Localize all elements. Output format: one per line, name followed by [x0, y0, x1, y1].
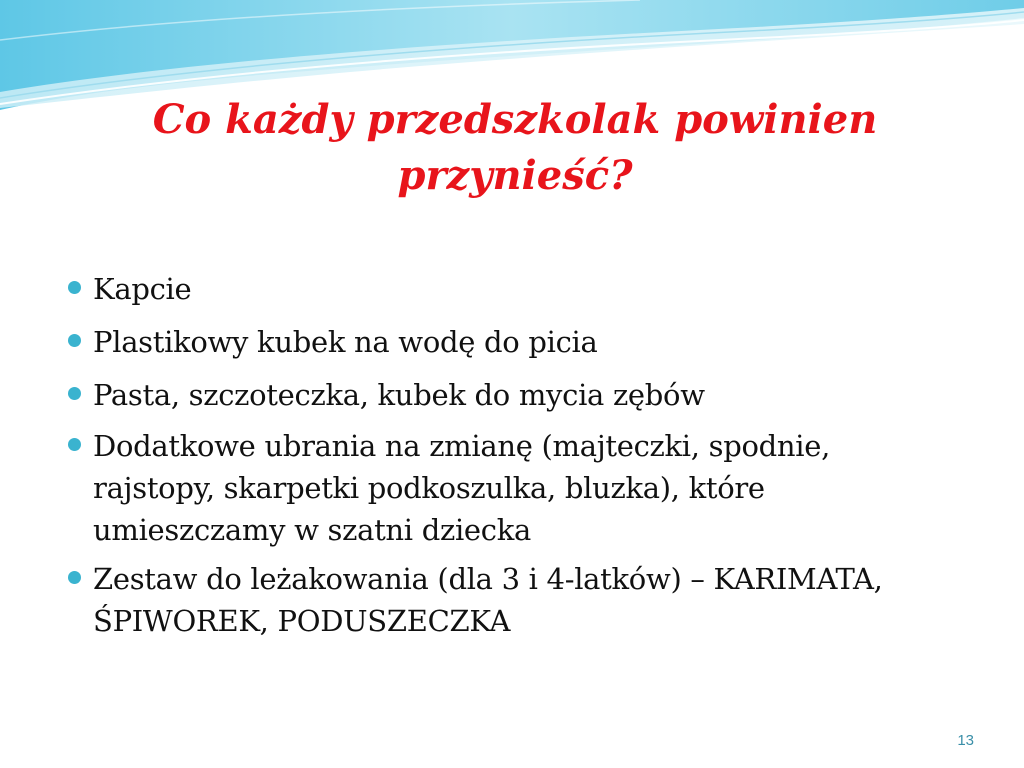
list-item: [60, 372, 940, 418]
bullet-icon: [68, 387, 81, 400]
list-item-text: Pasta, szczoteczka, kubek do mycia zębów: [93, 378, 705, 412]
page-number: 13: [957, 732, 974, 749]
list-item: [60, 558, 940, 642]
bullet-icon: [68, 334, 81, 347]
list-item-text: Zestaw do leżakowania (dla 3 i 4-latków) – KARIMATA, ŚPIWOREK, PODUSZECZKA: [93, 562, 883, 638]
slide-title: Co każdy przedszkolak powinien przynieść?: [152, 96, 878, 199]
list-item: [60, 319, 940, 365]
list-item: [60, 266, 940, 312]
bullet-icon: [68, 281, 81, 294]
list-item: [60, 425, 940, 551]
bullet-icon: [68, 571, 81, 584]
bullet-icon: [68, 438, 81, 451]
list-item-text: Dodatkowe ubrania na zmianę (majteczki, spodnie, rajstopy, skarpetki podkoszulka, bluzka), które umieszczamy w szatni dziecka: [93, 429, 831, 547]
list-item-text: Plastikowy kubek na wodę do picia: [93, 325, 598, 359]
bullet-list: [60, 266, 940, 649]
list-item-text: Kapcie: [93, 272, 192, 306]
